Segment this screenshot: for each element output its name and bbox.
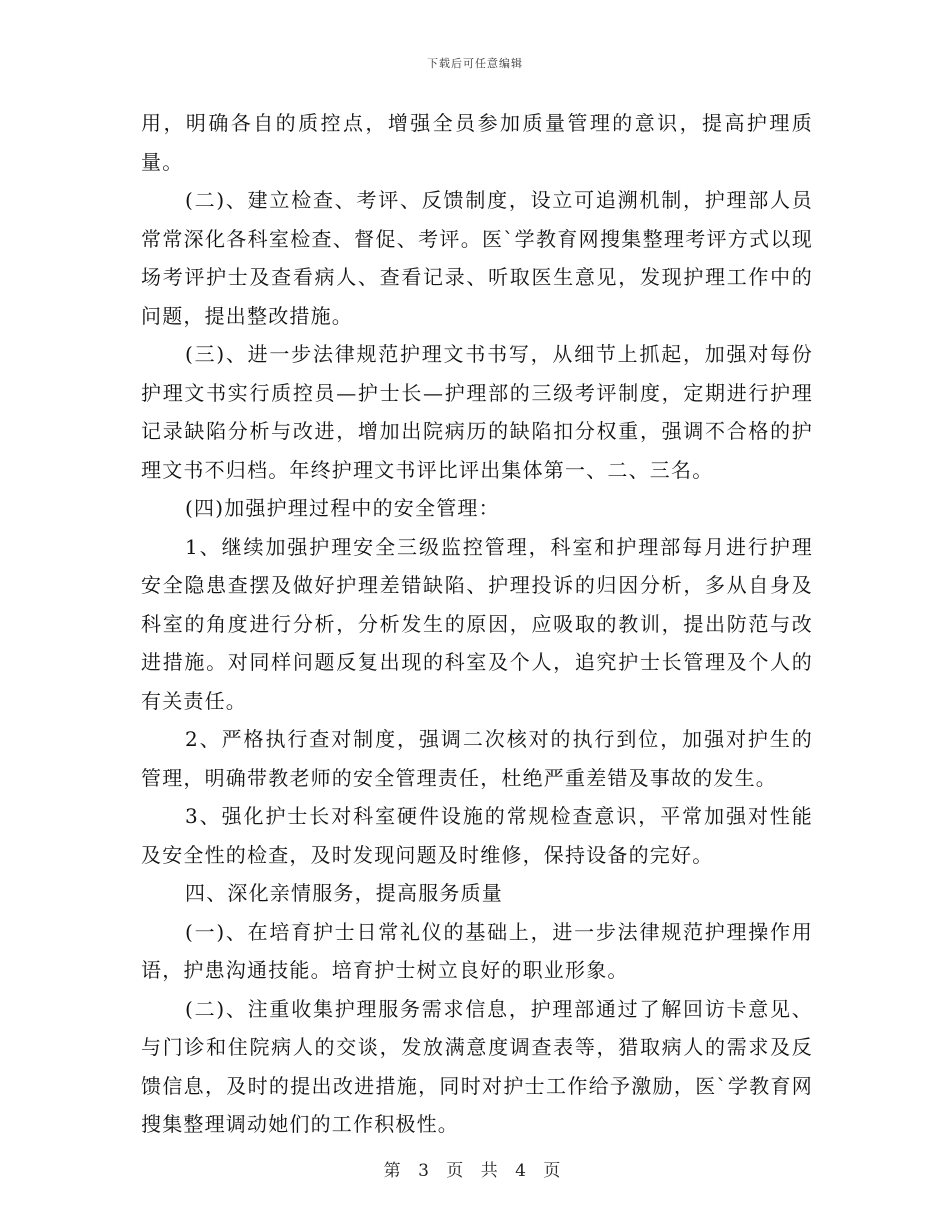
document-body [141,104,813,1144]
section-heading: 四、深化亲情服务，提高服务质量 [185,881,503,905]
paragraph-1: 用，明确各自的质控点，增强全员参加质量管理的意识，提高护理质量。 [141,111,813,174]
paragraph-3: (三)、进一步法律规范护理文书书写，从细节上抓起，加强对每份护理文书实行质控员—护士长—护理部的三级考评制度，定期进行护理记录缺陷分析与改进，增加出院病历的缺陷扣分权重，强调不合格的护理文书不归档。年终护理文书评比评出集体第一、二、三名。 [141,342,813,482]
paragraph-6: 2、严格执行查对制度，强调二次核对的执行到位，加强对护生的管理，明确带教老师的安全管理责任，杜绝严重差错及事故的发生。 [141,727,813,790]
header-note: 下载后可任意编辑 [427,57,523,70]
paragraph-7: 3、强化护士长对科室硬件设施的常规检查意识，平常加强对性能及安全性的检查，及时发现问题及时维修，保持设备的完好。 [141,804,813,867]
page-number: 第 3 页 共 4 页 [383,1161,567,1181]
paragraph-10: (二)、注重收集护理服务需求信息，护理部通过了解回访卡意见、与门诊和住院病人的交谈，发放满意度调查表等，猎取病人的需求及反馈信息，及时的提出改进措施，同时对护士工作给予激励，医`学教育网搜集整理调动她们的工作积极性。 [141,996,813,1136]
paragraph-4-heading: (四)加强护理过程中的安全管理： [185,496,500,520]
paragraph-5: 1、继续加强护理安全三级监控管理，科室和护理部每月进行护理安全隐患查摆及做好护理差错缺陷、护理投诉的归因分析，多从自身及科室的角度进行分析，分析发生的原因，应吸取的教训，提出防范与改进措施。对同样问题反复出现的科室及个人，追究护士长管理及个人的有关责任。 [141,534,813,713]
paragraph-9: (一)、在培育护士日常礼仪的基础上，进一步法律规范护理操作用语，护患沟通技能。培育护士树立良好的职业形象。 [141,919,813,982]
paragraph-2: (二)、建立检查、考评、反馈制度，设立可追溯机制，护理部人员常常深化各科室检查、督促、考评。医`学教育网搜集整理考评方式以现场考评护士及查看病人、查看记录、听取医生意见，发现护理工作中的问题，提出整改措施。 [141,188,813,328]
